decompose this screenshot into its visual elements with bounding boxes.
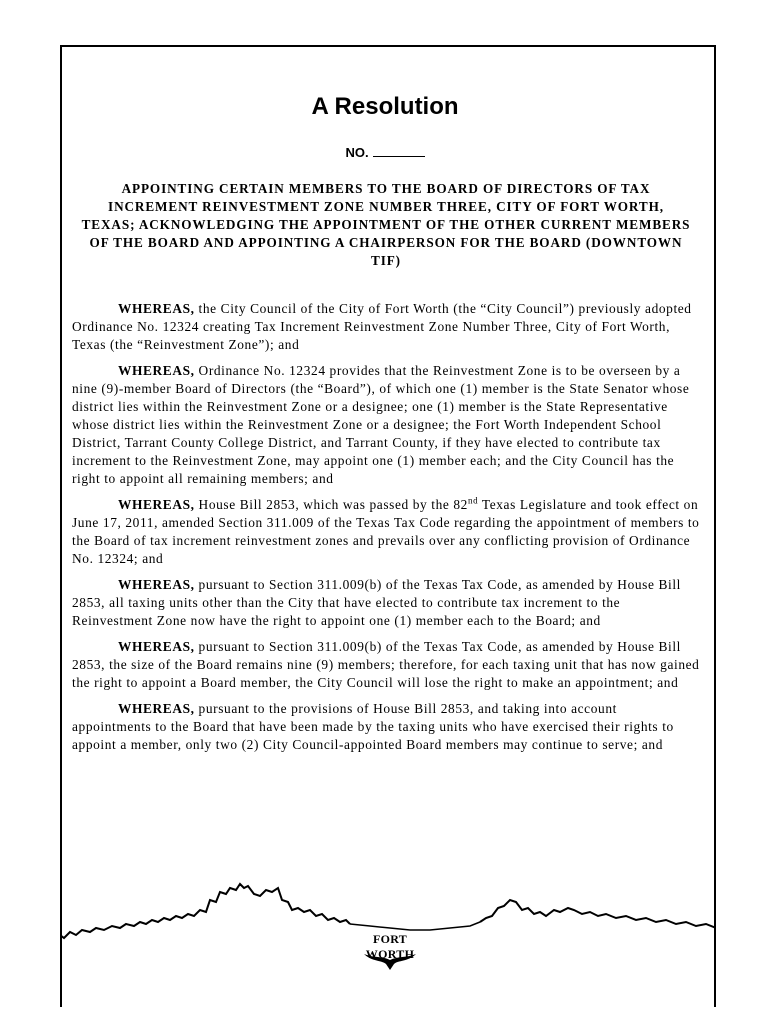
whereas-label: WHEREAS,: [118, 497, 195, 512]
resolution-body: [72, 300, 700, 762]
whereas-paragraph-5: WHEREAS, pursuant to Section 311.009(b) of the Texas Tax Code, as amended by House Bill 2853, the size of the Board remains nine (9) members; therefore, for each taxing unit that has now gained the right to appoint a Board member, the City Council will lose the right to make an appointment; and: [72, 639, 700, 690]
whereas-label: WHEREAS,: [118, 639, 195, 654]
whereas-label: WHEREAS,: [118, 301, 195, 316]
whereas-paragraph-4: WHEREAS, pursuant to Section 311.009(b) of the Texas Tax Code, as amended by House Bill 2853, all taxing units other than the City that have elected to contribute tax increment to the Reinvestment Zone now have the right to appoint one (1) member each to the Board; and: [72, 577, 681, 628]
resolution-title: A Resolution: [311, 93, 459, 120]
whereas-label: WHEREAS,: [118, 701, 195, 716]
resolution-number: [0, 144, 770, 160]
whereas-paragraph-6: WHEREAS, pursuant to the provisions of House Bill 2853, and taking into account appointments to the Board that have been made by the taxing units who have exercised their rights to appoint a member, only two (2) City Council-appointed Board members may continue to serve; and: [72, 701, 674, 752]
whereas-label: WHEREAS,: [118, 363, 195, 378]
fort-worth-logo: FORT WORTH: [365, 932, 415, 961]
whereas-label: WHEREAS,: [118, 577, 195, 592]
resolution-heading: APPOINTING CERTAIN MEMBERS TO THE BOARD OF DIRECTORS OF TAX INCREMENT REINVESTMENT ZONE NUMBER THREE, CITY OF FORT WORTH, TEXAS; ACKNOWLEDGING THE APPOINTMENT OF THE OTHER CURRENT MEMBERS OF THE BOARD AND APPOINTING A CHAIRPERSON FOR THE BOARD (DOWNTOWN TIF): [81, 181, 691, 268]
whereas-paragraph-3: WHEREAS, House Bill 2853, which was passed by the 82nd Texas Legislature and took effect on June 17, 2011, amended Section 311.009 of the Texas Tax Code regarding the appointment of members to the Board of tax increment reinvestment zones and prevails over any conflicting provision of Ordinance No. 12324; and: [72, 495, 700, 566]
longhorn-icon: [362, 946, 418, 972]
whereas-paragraph-1: WHEREAS, the City Council of the City of Fort Worth (the “City Council”) previously adopted Ordinance No. 12324 creating Tax Increment Reinvestment Zone Number Three, City of Fort Worth, Texas (the “Reinvestment Zone”); and: [72, 301, 692, 352]
number-blank-line: [373, 144, 425, 157]
number-label: NO.: [345, 145, 369, 160]
whereas-paragraph-2: WHEREAS, Ordinance No. 12324 provides that the Reinvestment Zone is to be overseen by a nine (9)-member Board of Directors (the “Board”), of which one (1) member is the State Senator whose district lies within the Reinvestment Zone or a designee; one (1) member is the State Representative whose district lies within the Reinvestment Zone or a designee; the Fort Worth Independent School District, Tarrant County College District, and Tarrant County, if they have elected to contribute tax increment to the Reinvestment Zone, may appoint one (1) member each; and the City Council has the right to appoint all remaining members; and: [72, 363, 690, 486]
